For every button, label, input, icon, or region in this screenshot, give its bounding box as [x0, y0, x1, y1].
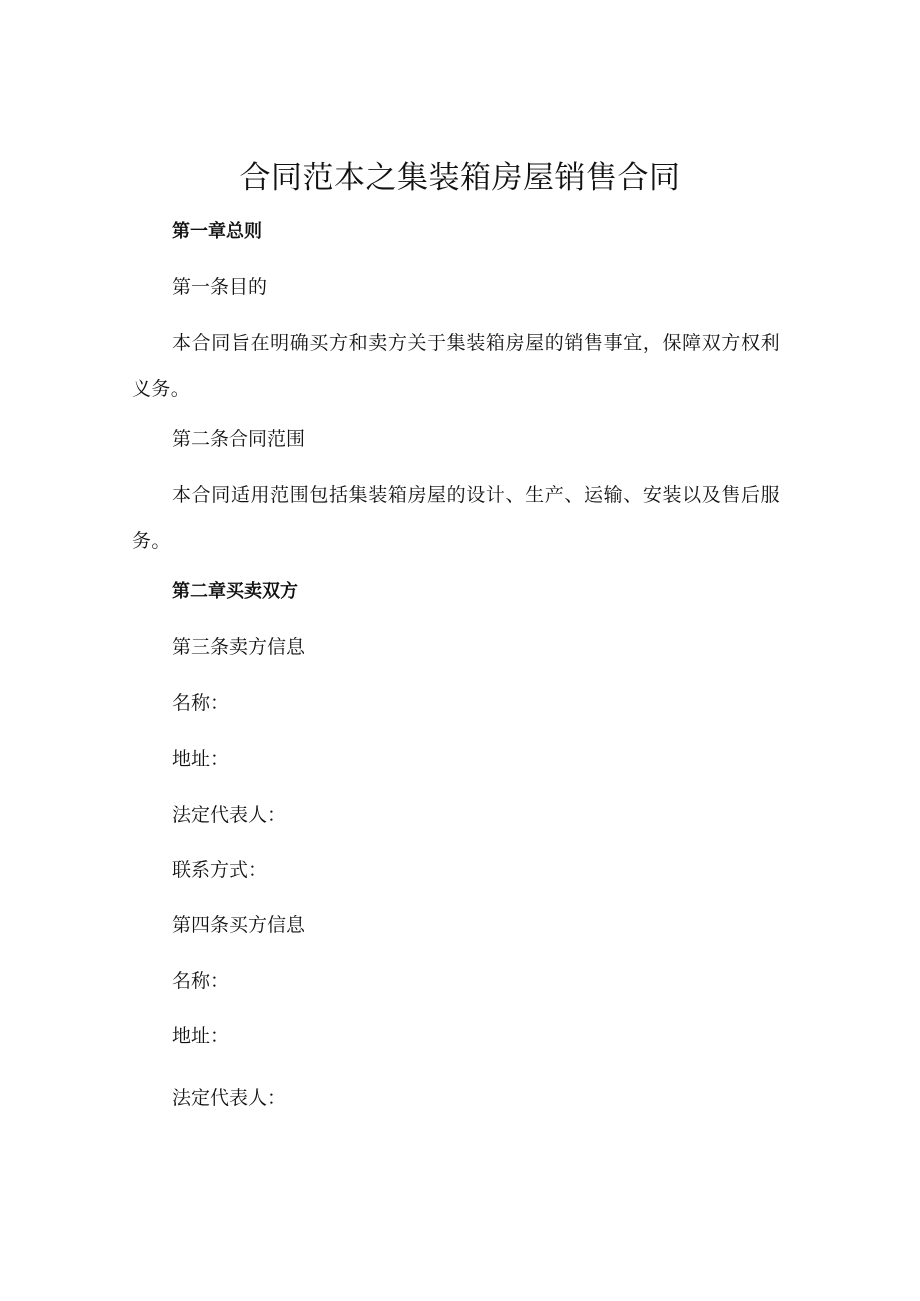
article-1-heading: 第一条目的 — [172, 276, 268, 298]
article-2-heading: 第二条合同范围 — [172, 428, 306, 450]
chapter-2-heading: 第二章买卖双方 — [172, 581, 298, 602]
document-title: 合同范本之集装箱房屋销售合同 — [239, 160, 681, 196]
seller-name-label: 名称： — [172, 692, 230, 714]
seller-legal-rep-label: 法定代表人： — [172, 804, 287, 826]
seller-address-label: 地址： — [172, 748, 230, 770]
article-2-text: 本合同适用范围包括集装箱房屋的设计、生产、运输、安装以及售后服务。 — [132, 484, 780, 552]
article-4-heading: 第四条买方信息 — [172, 914, 306, 936]
article-1-text: 本合同旨在明确买方和卖方关于集装箱房屋的销售事宜，保障双方权利义务。 — [132, 332, 780, 400]
article-3-heading: 第三条卖方信息 — [172, 636, 306, 658]
chapter-1-heading: 第一章总则 — [172, 221, 262, 242]
buyer-name-label: 名称： — [172, 970, 230, 992]
buyer-legal-rep-label: 法定代表人： — [172, 1087, 287, 1109]
seller-contact-label: 联系方式： — [172, 859, 268, 881]
buyer-address-label: 地址： — [172, 1025, 230, 1047]
